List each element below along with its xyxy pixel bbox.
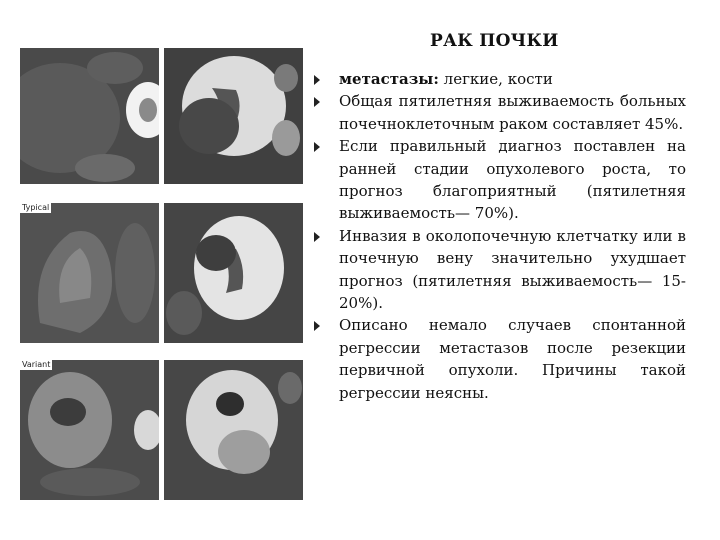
slide-title: РАК ПОЧКИ — [430, 31, 559, 51]
bullet-text: легкие, кости — [438, 70, 553, 88]
label-typical: Typical — [22, 203, 50, 212]
bullet-bold-text: метастазы: — [339, 70, 439, 88]
bullet-list — [314, 68, 686, 404]
bullet-item — [314, 314, 686, 404]
bullet-text: Если правильный диагноз поставлен на ранней стадии опухолевого роста, то прогноз благоприятный (пятилетняя выживаемость— 70%). — [339, 137, 686, 223]
ct-scan-2 — [164, 48, 303, 184]
bullet-text: Описано немало случаев спонтанной регрессии метастазов после резекции первичной опухоли. Причины такой регрессии неясны. — [339, 316, 686, 402]
label-variant: Variant — [22, 360, 51, 369]
bullet-item — [314, 135, 686, 225]
ct-image-panel — [20, 48, 303, 500]
bullet-text: Общая пятилетняя выживаемость больных почечноклеточным раком составляет 45%. — [339, 92, 686, 133]
arrow-bullet-icon — [314, 97, 320, 107]
ct-scan-5 — [20, 360, 159, 500]
arrow-bullet-icon — [314, 142, 320, 152]
ct-scan-4 — [164, 203, 303, 343]
ct-scan-6 — [164, 360, 303, 500]
bullet-item — [314, 225, 686, 315]
bullet-item — [314, 90, 686, 135]
ct-scan-3 — [20, 203, 159, 343]
bullet-item — [314, 68, 686, 90]
arrow-bullet-icon — [314, 232, 320, 242]
bullet-text: Инвазия в околопочечную клетчатку или в почечную вену значительно ухудшает прогноз (пятилетняя выживаемость— 15-20%). — [339, 226, 686, 313]
arrow-bullet-icon — [314, 321, 320, 331]
arrow-bullet-icon — [314, 75, 320, 85]
ct-scan-1 — [20, 48, 159, 184]
